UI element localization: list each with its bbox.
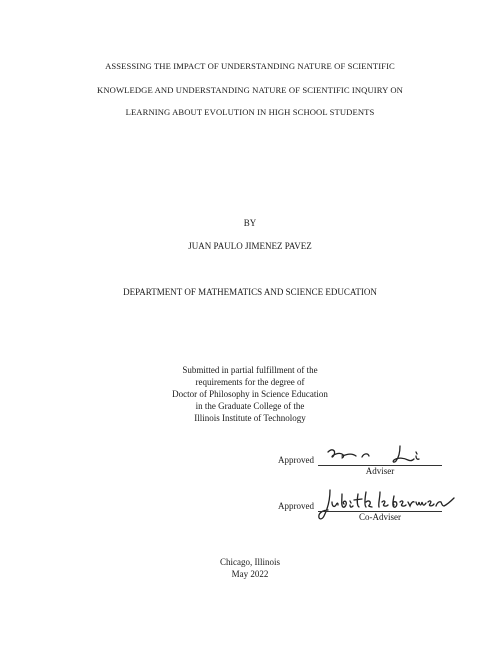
- department-name: DEPARTMENT OF MATHEMATICS AND SCIENCE EDUCATION: [123, 287, 377, 297]
- date: May 2022: [231, 569, 269, 579]
- submission-line-3: Doctor of Philosophy in Science Education: [172, 389, 328, 399]
- submission-line-2: requirements for the degree of: [195, 377, 305, 387]
- author-name: JUAN PAULO JIMENEZ PAVEZ: [188, 241, 312, 251]
- submission-line-5: Illinois Institute of Technology: [194, 413, 306, 423]
- title-line-1: ASSESSING THE IMPACT OF UNDERSTANDING NATURE OF SCIENTIFIC: [105, 61, 395, 71]
- approved-label: Approved: [278, 455, 314, 465]
- co-adviser-role: Co-Adviser: [359, 512, 401, 522]
- title-line-3: LEARNING ABOUT EVOLUTION IN HIGH SCHOOL STUDENTS: [125, 107, 375, 117]
- title-line-2: KNOWLEDGE AND UNDERSTANDING NATURE OF SCIENTIFIC INQUIRY ON: [97, 85, 403, 95]
- by-label: BY: [243, 218, 257, 228]
- place: Chicago, Illinois: [220, 557, 280, 567]
- adviser-signature: [322, 442, 432, 466]
- approved-label: Approved: [278, 501, 314, 511]
- adviser-role: Adviser: [365, 466, 395, 476]
- submission-line-4: in the Graduate College of the: [195, 401, 305, 411]
- submission-line-1: Submitted in partial fulfillment of the: [182, 365, 318, 375]
